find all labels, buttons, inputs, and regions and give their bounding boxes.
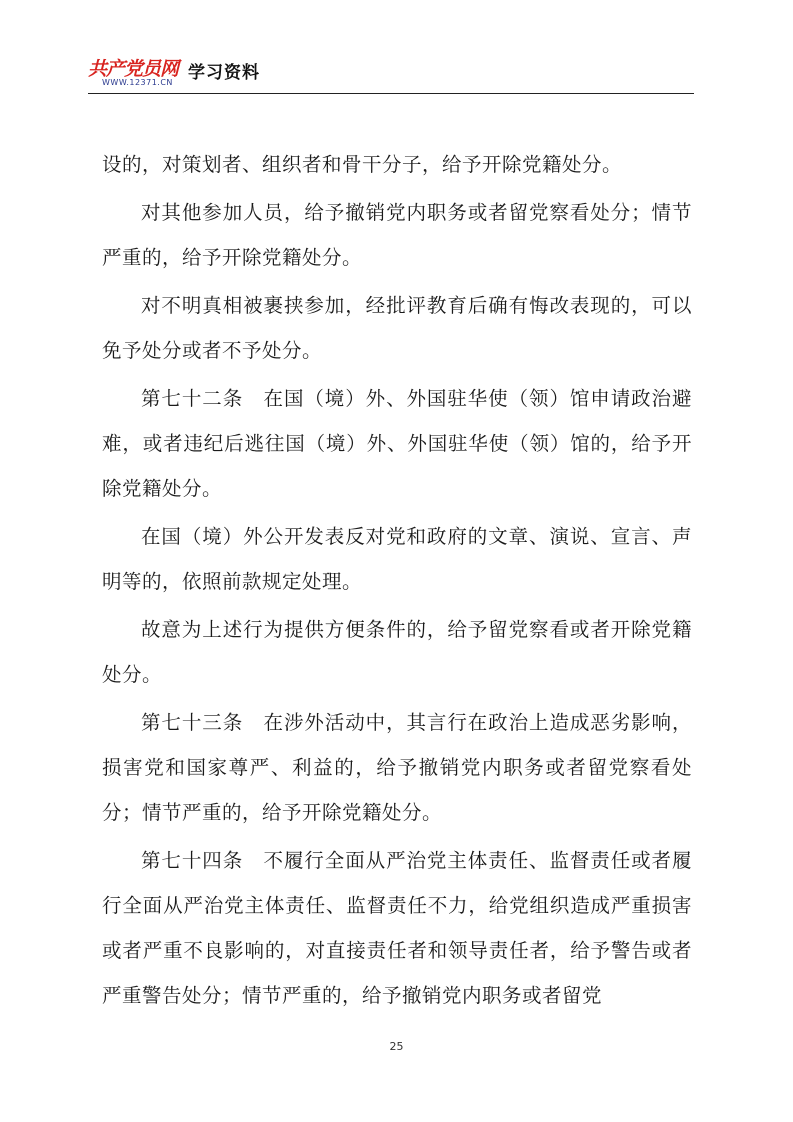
logo-text: 共产党员网: [88, 58, 179, 80]
header-divider: [88, 93, 694, 94]
page-number: 25: [389, 1040, 404, 1053]
article-73: 第七十三条 在涉外活动中，其言行在政治上造成恶劣影响，损害党和国家尊严、利益的，给予撤销党内职务或者留党察看处分；情节严重的，给予开除党籍处分。: [102, 711, 692, 824]
header-label: 学习资料: [188, 63, 260, 83]
page-header: [88, 52, 694, 94]
paragraph-continuation: 设的，对策划者、组织者和骨干分子，给予开除党籍处分。: [102, 153, 623, 176]
paragraph: 对不明真相被裹挟参加，经批评教育后确有悔改表现的，可以免予处分或者不予处分。: [102, 294, 692, 362]
paragraph: 在国（境）外公开发表反对党和政府的文章、演说、宣言、声明等的，依照前款规定处理。: [102, 525, 692, 593]
article-72: 第七十二条 在国（境）外、外国驻华使（领）馆申请政治避难，或者违纪后逃往国（境）外、外国驻华使（领）馆的，给予开除党籍处分。: [102, 387, 692, 500]
article-74: 第七十四条 不履行全面从严治党主体责任、监督责任或者履行全面从严治党主体责任、监督责任不力，给党组织造成严重损害或者严重不良影响的，对直接责任者和领导责任者，给予警告或者严重警告处分；情节严重的，给予撤销党内职务或者留党: [102, 849, 692, 1007]
document-body: [102, 142, 692, 1018]
paragraph: 故意为上述行为提供方便条件的，给予留党察看或者开除党籍处分。: [102, 618, 692, 686]
logo-url: WWW.12371.CN: [102, 78, 173, 87]
site-logo: [88, 52, 184, 92]
paragraph: 对其他参加人员，给予撤销党内职务或者留党察看处分；情节严重的，给予开除党籍处分。: [102, 201, 692, 269]
